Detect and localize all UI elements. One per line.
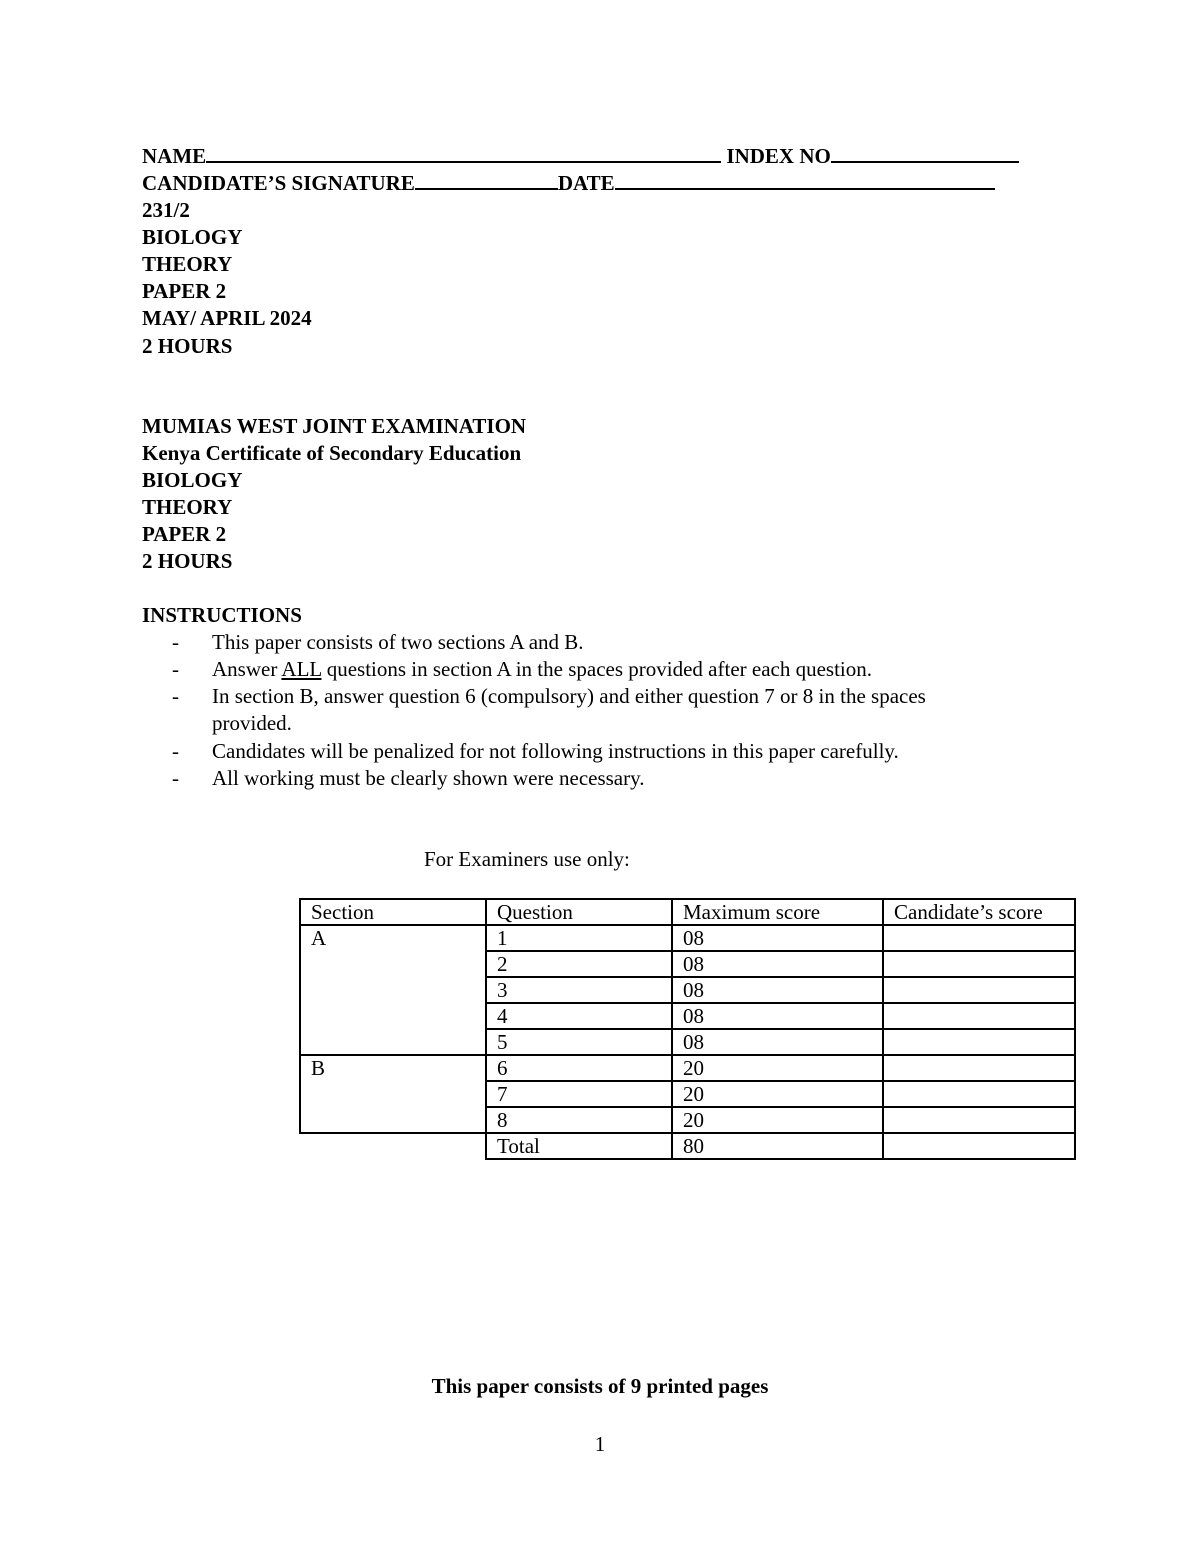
candidate-score-cell[interactable] [883, 1003, 1075, 1029]
name-label: NAME [142, 144, 207, 168]
empty-cell [300, 1133, 486, 1159]
question-cell: 2 [486, 951, 672, 977]
date-field[interactable] [615, 171, 995, 190]
table-row [300, 925, 1075, 951]
bullet-dash: - [172, 739, 179, 763]
max-score-cell: 08 [672, 977, 883, 1003]
instruction-text-part: questions in section A in the spaces provided after each question. [321, 657, 873, 681]
candidate-score-cell[interactable] [883, 925, 1075, 951]
pages-note: This paper consists of 9 printed pages [431, 1374, 769, 1398]
max-score-cell: 08 [672, 951, 883, 977]
question-cell: 5 [486, 1029, 672, 1055]
question-cell: 6 [486, 1055, 672, 1081]
instruction-text: Candidates will be penalized for not following instructions in this paper carefully. [212, 739, 899, 763]
section-b-cell: B [300, 1055, 486, 1133]
page-number: 1 [594, 1432, 606, 1456]
paper-type: THEORY [142, 252, 233, 276]
bullet-dash: - [172, 684, 179, 708]
total-label: Total [486, 1133, 672, 1159]
instruction-text: provided. [212, 711, 292, 735]
header-question: Question [486, 899, 672, 925]
table-caption: For Examiners use only: [424, 847, 630, 871]
instructions-title: INSTRUCTIONS [142, 603, 302, 627]
emphasis-all: ALL [281, 657, 322, 681]
table-row [300, 1055, 1075, 1081]
header-max-score: Maximum score [672, 899, 883, 925]
question-cell: 4 [486, 1003, 672, 1029]
question-cell: 7 [486, 1081, 672, 1107]
candidate-score-cell[interactable] [883, 1055, 1075, 1081]
score-table [299, 898, 1076, 1160]
max-score-cell: 20 [672, 1081, 883, 1107]
max-score-cell: 08 [672, 1029, 883, 1055]
exam-subject: BIOLOGY [142, 468, 243, 492]
table-header-row [300, 899, 1075, 925]
duration: 2 HOURS [142, 334, 233, 358]
max-score-cell: 08 [672, 925, 883, 951]
index-field[interactable] [831, 144, 1019, 163]
paper-number: PAPER 2 [142, 279, 227, 303]
candidate-score-cell[interactable] [883, 977, 1075, 1003]
header-candidate-score: Candidate’s score [883, 899, 1075, 925]
exam-duration: 2 HOURS [142, 549, 233, 573]
bullet-dash: - [172, 766, 179, 790]
exam-title: MUMIAS WEST JOINT EXAMINATION [142, 414, 527, 438]
bullet-dash: - [172, 657, 179, 681]
instruction-text-part: Answer [212, 657, 282, 681]
date-label: DATE [557, 171, 615, 195]
signature-date-line [142, 171, 995, 195]
max-score-cell: 08 [672, 1003, 883, 1029]
candidate-total-cell[interactable] [883, 1133, 1075, 1159]
signature-field[interactable] [415, 171, 558, 190]
exam-certificate: Kenya Certificate of Secondary Education [142, 441, 522, 465]
exam-type: THEORY [142, 495, 233, 519]
index-label: INDEX NO [726, 144, 831, 168]
header-section: Section [300, 899, 486, 925]
name-index-line [142, 144, 1019, 168]
candidate-score-cell[interactable] [883, 1107, 1075, 1133]
question-cell: 3 [486, 977, 672, 1003]
candidate-score-cell[interactable] [883, 1081, 1075, 1107]
table-total-row [300, 1133, 1075, 1159]
max-score-cell: 20 [672, 1055, 883, 1081]
subject: BIOLOGY [142, 225, 243, 249]
max-score-cell: 20 [672, 1107, 883, 1133]
exam-paper: PAPER 2 [142, 522, 227, 546]
signature-label: CANDIDATE’S SIGNATURE [142, 171, 415, 195]
candidate-score-cell[interactable] [883, 951, 1075, 977]
paper-code: 231/2 [142, 198, 190, 222]
candidate-score-cell[interactable] [883, 1029, 1075, 1055]
question-cell: 8 [486, 1107, 672, 1133]
name-field[interactable] [206, 144, 721, 163]
instruction-text: This paper consists of two sections A and B. [212, 630, 584, 654]
instruction-text: All working must be clearly shown were necessary. [212, 766, 645, 790]
section-a-cell: A [300, 925, 486, 1055]
instruction-text [212, 656, 872, 683]
question-cell: 1 [486, 925, 672, 951]
instruction-text: In section B, answer question 6 (compulsory) and either question 7 or 8 in the spaces [212, 684, 926, 708]
bullet-dash: - [172, 630, 179, 654]
total-value: 80 [672, 1133, 883, 1159]
exam-date: MAY/ APRIL 2024 [142, 306, 312, 330]
